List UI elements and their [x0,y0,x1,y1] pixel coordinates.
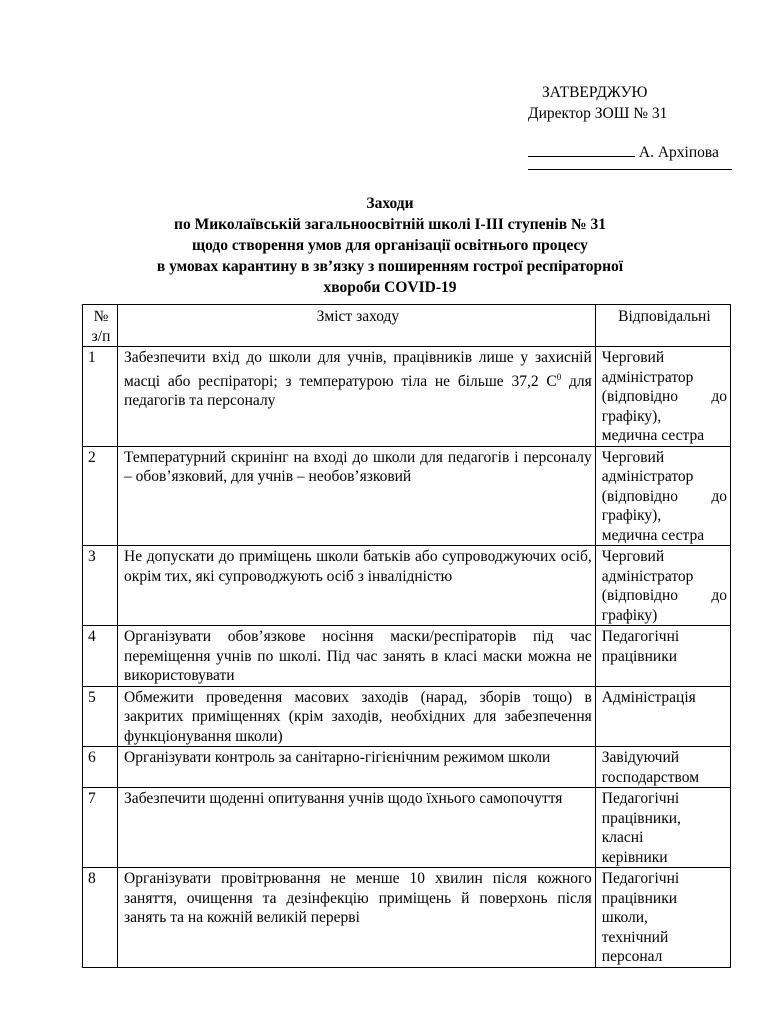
table-row [83,626,731,687]
header-responsible: Відповідальні [595,305,730,347]
row-content: Не допускати до приміщень школи батьків або супроводжуючих осіб, окрім тих, які супроводжують осіб з інвалідністю [118,546,596,626]
table-row [83,868,731,968]
responsible-line: школи, [601,909,648,926]
row-responsible [595,546,730,626]
table-row [83,347,731,447]
table-header-row [83,305,731,347]
responsible-line: Педагогічні [601,790,680,807]
responsible-line: графіку), [601,407,662,425]
table-row [83,747,731,788]
responsible-line: адміністратор [601,567,694,585]
row-content-tail: для педагогів та персоналу [124,372,592,410]
row-number: 1 [83,347,118,447]
document-heading [80,193,700,298]
header-number-line2: з/п [91,327,111,345]
date-blank-line [528,169,732,170]
responsible-line: працівники, [601,809,681,827]
row-number: 3 [83,546,118,626]
row-responsible [595,686,730,747]
row-responsible [595,747,730,788]
responsible-line: Педагогічні [601,628,680,645]
heading-line-2: по Миколаївській загальноосвітній школі І-ІІІ ступенів № 31 [174,216,606,233]
row-content: Організувати обов’язкове носіння маски/респіраторів під час переміщення учнів по школі. Під час занять в класі маски можна не використовувати [118,626,596,687]
row-responsible [595,788,730,868]
row-number: 7 [83,788,118,868]
responsible-line: адміністратор [601,468,694,485]
heading-line-4: в умовах карантину в зв’язку з поширенням гострої респіраторної [156,258,624,275]
responsible-line: медична сестра [601,427,705,444]
responsible-line: Черговий [601,548,665,565]
responsible-line: Черговий [601,349,665,366]
measures-table [82,304,731,968]
responsible-line: Педагогічні [601,870,680,887]
signature-line [528,142,748,163]
row-responsible [595,446,730,546]
heading-line-1: Заходи [366,195,414,212]
row-responsible [595,626,730,687]
row-number: 2 [83,446,118,546]
heading-line-5: хвороби COVID-19 [323,279,457,296]
row-content: Температурний скринінг на вході до школи для педагогів і персоналу – обов’язковий, для учнів – необов’язковий [118,446,596,546]
responsible-line: персонал [601,948,663,965]
table-row [83,788,731,868]
row-number: 6 [83,747,118,788]
responsible-line: працівники [601,889,678,907]
row-number: 5 [83,686,118,747]
row-responsible [595,868,730,968]
header-number-line1: № [93,308,109,325]
degree-superscript: 0 [556,371,562,382]
responsible-line: Черговий [601,448,665,466]
responsible-line: графіку) [601,606,658,624]
responsible-line: керівники [601,848,668,866]
responsible-line: (відповідно до [601,487,727,505]
responsible-line: Завідуючий [601,749,680,766]
header-content: Зміст заходу [118,305,596,347]
responsible-line: господарством [601,768,700,786]
row-number: 4 [83,626,118,687]
row-number: 8 [83,868,118,968]
table-row [83,546,731,626]
row-content [118,347,596,447]
signature-blank [528,142,635,157]
approval-signer: А. Архіпова [638,144,719,161]
header-number [83,305,118,347]
table-row [83,446,731,546]
approval-block [528,82,748,170]
approval-position: Директор ЗОШ № 31 [528,105,668,122]
table-row [83,686,731,747]
responsible-line: Адміністрація [601,688,696,706]
row-content: Організувати контроль за санітарно-гігієнічним режимом школи [118,747,596,788]
row-content-text: Забезпечити вхід до школи для учнів, працівників лише у захисній масці або респіраторі; з температурою тіла не більше 37,2 С [124,349,592,390]
row-content: Організувати провітрювання не менше 10 хвилин після кожного заняття, очищення та дезінфекцію приміщень й поверхонь після занять та на кожній великій перерві [118,868,596,968]
heading-line-3: щодо створення умов для організації освітнього процесу [192,237,588,254]
row-content: Забезпечити щоденні опитування учнів щодо їхнього самопочуття [118,788,596,868]
responsible-line: класні [601,829,644,846]
row-content: Обмежити проведення масових заходів (нарад, зборів тощо) в закритих приміщеннях (крім заходів, необхідних для забезпечення функціонування школи) [118,686,596,747]
responsible-line: медична сестра [601,526,705,544]
responsible-line: технічний [601,928,669,946]
row-responsible [595,347,730,447]
responsible-line: графіку), [601,507,662,524]
responsible-line: (відповідно до [601,587,727,604]
approval-title: ЗАТВЕРДЖУЮ [542,84,648,101]
responsible-line: працівники [601,647,678,665]
responsible-line: адміністратор [601,368,694,386]
responsible-line: (відповідно до [601,388,727,405]
